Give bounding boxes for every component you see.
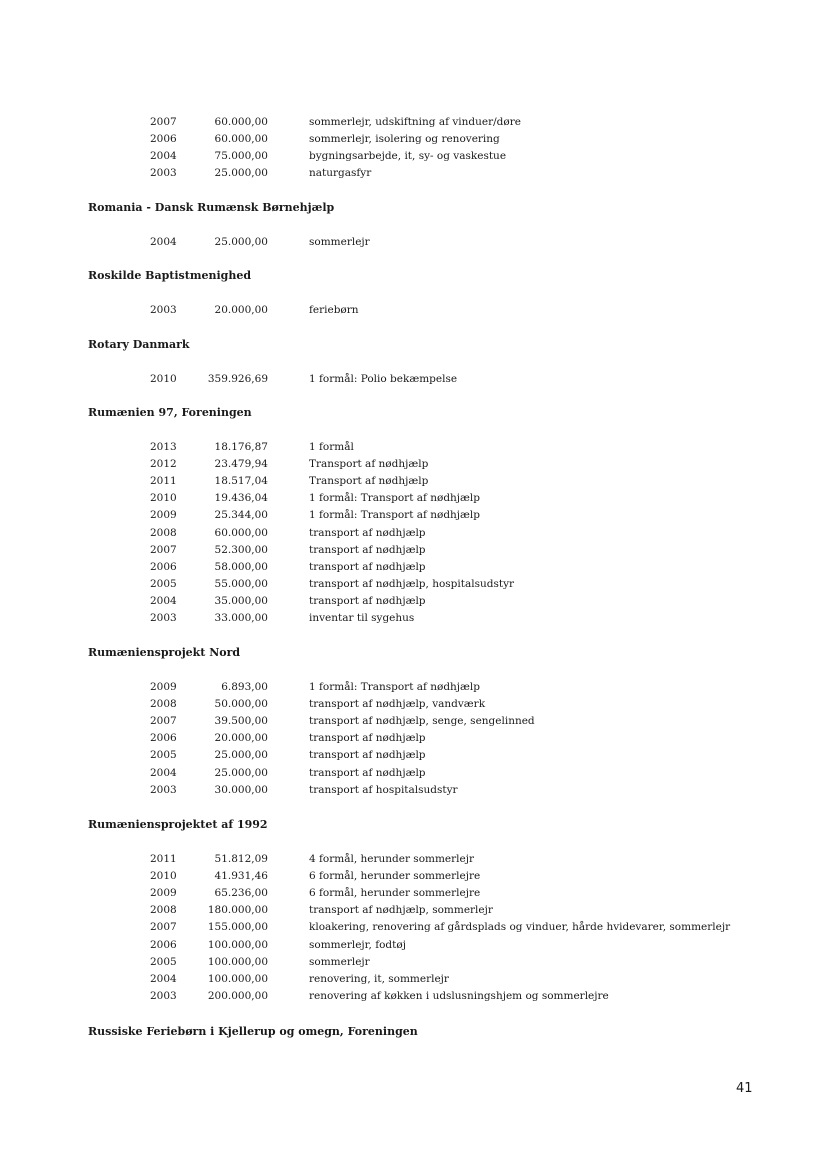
grant-description: sommerlejr <box>309 955 370 968</box>
grant-year: 2003 <box>150 304 177 316</box>
grant-amount: 100.000,00 <box>207 938 268 951</box>
grant-description: Transport af nødhjælp <box>309 475 429 488</box>
grant-description: transport af nødhjælp, vandværk <box>309 698 486 711</box>
grant-amount: 52.300,00 <box>214 543 268 556</box>
grant-amount: 180.000,00 <box>207 904 268 917</box>
grant-description: transport af nødhjælp <box>309 560 426 573</box>
grant-year: 2004 <box>150 236 177 248</box>
grant-description: sommerlejr <box>309 236 370 248</box>
grant-year: 2010 <box>150 492 177 505</box>
grant-amount: 25.344,00 <box>214 509 268 522</box>
grant-amount: 41.931,46 <box>214 870 268 883</box>
grant-year: 2009 <box>150 887 177 900</box>
grant-amount: 200.000,00 <box>207 989 268 1002</box>
grant-row <box>0 988 825 1005</box>
page-number: 41 <box>736 1081 753 1096</box>
grant-description: sommerlejr, isolering og renovering <box>309 133 500 146</box>
grant-description: inventar til sygehus <box>309 612 415 624</box>
grant-row <box>0 765 825 782</box>
grant-description: 1 formål: Transport af nødhjælp <box>309 509 481 522</box>
grant-amount: 100.000,00 <box>207 955 268 968</box>
grant-amount: 100.000,00 <box>207 972 268 985</box>
grant-year: 2003 <box>150 167 177 180</box>
grant-description: 1 formål: Transport af nødhjælp <box>309 681 481 693</box>
grant-description: transport af nødhjælp, senge, sengelinned <box>309 715 535 728</box>
grant-amount: 35.000,00 <box>214 594 268 607</box>
grant-year: 2006 <box>150 732 177 745</box>
grant-amount: 18.517,04 <box>214 475 268 488</box>
grant-description: 6 formål, herunder sommerlejre <box>309 887 481 900</box>
grant-year: 2006 <box>150 560 177 573</box>
grant-description: transport af nødhjælp, sommerlejr <box>309 904 493 917</box>
grant-description: Transport af nødhjælp <box>309 458 429 471</box>
grant-row <box>0 782 825 799</box>
grant-amount: 25.000,00 <box>214 749 268 762</box>
grant-row <box>0 868 825 885</box>
grant-row <box>0 131 825 148</box>
grant-year: 2007 <box>150 715 177 728</box>
grant-row <box>0 525 825 542</box>
grant-description: transport af nødhjælp <box>309 749 426 762</box>
grant-description: 4 formål, herunder sommerlejr <box>309 853 475 865</box>
grant-row <box>0 902 825 919</box>
grant-description: feriebørn <box>309 304 359 316</box>
grant-description: bygningsarbejde, it, sy- og vaskestue <box>309 150 507 163</box>
grant-row <box>0 696 825 713</box>
grant-year: 2003 <box>150 989 177 1002</box>
grant-amount: 75.000,00 <box>214 150 268 163</box>
grant-row <box>0 954 825 971</box>
grant-year: 2003 <box>150 612 177 624</box>
section-heading: Rumænien 97, Foreningen <box>88 406 252 419</box>
grant-year: 2013 <box>150 441 177 453</box>
grant-amount: 51.812,09 <box>214 853 268 865</box>
grant-description: transport af nødhjælp <box>309 543 426 556</box>
grant-amount: 39.500,00 <box>214 715 268 728</box>
grant-row <box>0 234 825 251</box>
grant-year: 2009 <box>150 681 177 693</box>
grant-year: 2005 <box>150 577 177 590</box>
section-heading: Rumæniensprojektet af 1992 <box>88 818 268 831</box>
grant-row <box>0 679 825 696</box>
grant-amount: 359.926,69 <box>207 373 268 385</box>
grant-amount: 30.000,00 <box>214 783 268 796</box>
grant-row <box>0 919 825 936</box>
grant-amount: 6.893,00 <box>221 681 268 693</box>
grant-amount: 20.000,00 <box>214 732 268 745</box>
grant-description: 1 formål: Polio bekæmpelse <box>309 373 458 385</box>
grant-amount: 60.000,00 <box>214 526 268 539</box>
grant-row <box>0 730 825 747</box>
section-heading: Rumæniensprojekt Nord <box>88 646 241 659</box>
grant-amount: 23.479,94 <box>214 458 268 471</box>
grant-amount: 25.000,00 <box>214 236 268 248</box>
grant-description: 1 formål: Transport af nødhjælp <box>309 492 481 505</box>
grant-row <box>0 302 825 319</box>
grant-year: 2012 <box>150 458 177 471</box>
grant-row <box>0 490 825 507</box>
grant-year: 2010 <box>150 870 177 883</box>
grant-row <box>0 542 825 559</box>
grant-amount: 155.000,00 <box>207 921 268 934</box>
grant-year: 2004 <box>150 766 177 779</box>
section-heading: Rotary Danmark <box>88 338 190 351</box>
grant-row <box>0 165 825 182</box>
grant-row <box>0 937 825 954</box>
grant-description: transport af nødhjælp <box>309 526 426 539</box>
grant-year: 2003 <box>150 783 177 796</box>
grant-year: 2005 <box>150 955 177 968</box>
grant-row <box>0 747 825 764</box>
grant-row <box>0 885 825 902</box>
grant-row <box>0 507 825 524</box>
grant-row <box>0 473 825 490</box>
grant-description: sommerlejr, fodtøj <box>309 938 406 951</box>
grant-year: 2004 <box>150 594 177 607</box>
grant-amount: 60.000,00 <box>214 133 268 146</box>
grant-row <box>0 851 825 868</box>
grant-description: renovering, it, sommerlejr <box>309 972 449 985</box>
grant-description: 6 formål, herunder sommerlejre <box>309 870 481 883</box>
grant-amount: 50.000,00 <box>214 698 268 711</box>
grant-year: 2005 <box>150 749 177 762</box>
grant-year: 2011 <box>150 475 177 488</box>
grant-row <box>0 114 825 131</box>
grant-year: 2011 <box>150 853 177 865</box>
grant-row <box>0 971 825 988</box>
grant-year: 2007 <box>150 921 177 934</box>
grant-amount: 65.236,00 <box>214 887 268 900</box>
grant-year: 2004 <box>150 150 177 163</box>
grant-year: 2004 <box>150 972 177 985</box>
grant-year: 2007 <box>150 116 177 128</box>
grant-amount: 33.000,00 <box>214 612 268 624</box>
grant-description: naturgasfyr <box>309 167 372 180</box>
grant-amount: 25.000,00 <box>214 766 268 779</box>
grant-description: 1 formål <box>309 441 354 453</box>
grant-description: transport af nødhjælp <box>309 732 426 745</box>
grant-row <box>0 371 825 388</box>
grant-year: 2010 <box>150 373 177 385</box>
grant-description: transport af nødhjælp, hospitalsudstyr <box>309 577 515 590</box>
grant-year: 2006 <box>150 938 177 951</box>
grant-description: renovering af køkken i udslusningshjem og sommerlejre <box>309 989 609 1002</box>
grant-row <box>0 593 825 610</box>
grant-row <box>0 610 825 627</box>
grant-description: sommerlejr, udskiftning af vinduer/døre <box>309 116 521 128</box>
grant-amount: 25.000,00 <box>214 167 268 180</box>
section-heading: Roskilde Baptistmenighed <box>88 269 252 282</box>
grant-year: 2006 <box>150 133 177 146</box>
grant-description: kloakering, renovering af gårdsplads og vinduer, hårde hvidevarer, sommerlejr <box>309 921 731 934</box>
grant-row <box>0 713 825 730</box>
grant-year: 2007 <box>150 543 177 556</box>
grant-row <box>0 439 825 456</box>
grant-description: transport af nødhjælp <box>309 594 426 607</box>
grant-amount: 18.176,87 <box>214 441 268 453</box>
section-heading: Russiske Feriebørn i Kjellerup og omegn, Foreningen <box>88 1025 418 1038</box>
section-heading: Romania - Dansk Rumænsk Børnehjælp <box>88 201 335 214</box>
grant-amount: 58.000,00 <box>214 560 268 573</box>
grant-amount: 60.000,00 <box>214 116 268 128</box>
grant-amount: 55.000,00 <box>214 577 268 590</box>
grant-year: 2008 <box>150 698 177 711</box>
grant-row <box>0 148 825 165</box>
grant-year: 2008 <box>150 904 177 917</box>
grant-description: transport af nødhjælp <box>309 766 426 779</box>
grant-description: transport af hospitalsudstyr <box>309 783 458 796</box>
grant-row <box>0 576 825 593</box>
grant-year: 2008 <box>150 526 177 539</box>
grant-year: 2009 <box>150 509 177 522</box>
grant-row <box>0 456 825 473</box>
grant-amount: 20.000,00 <box>214 304 268 316</box>
grant-row <box>0 559 825 576</box>
grant-amount: 19.436,04 <box>214 492 268 505</box>
